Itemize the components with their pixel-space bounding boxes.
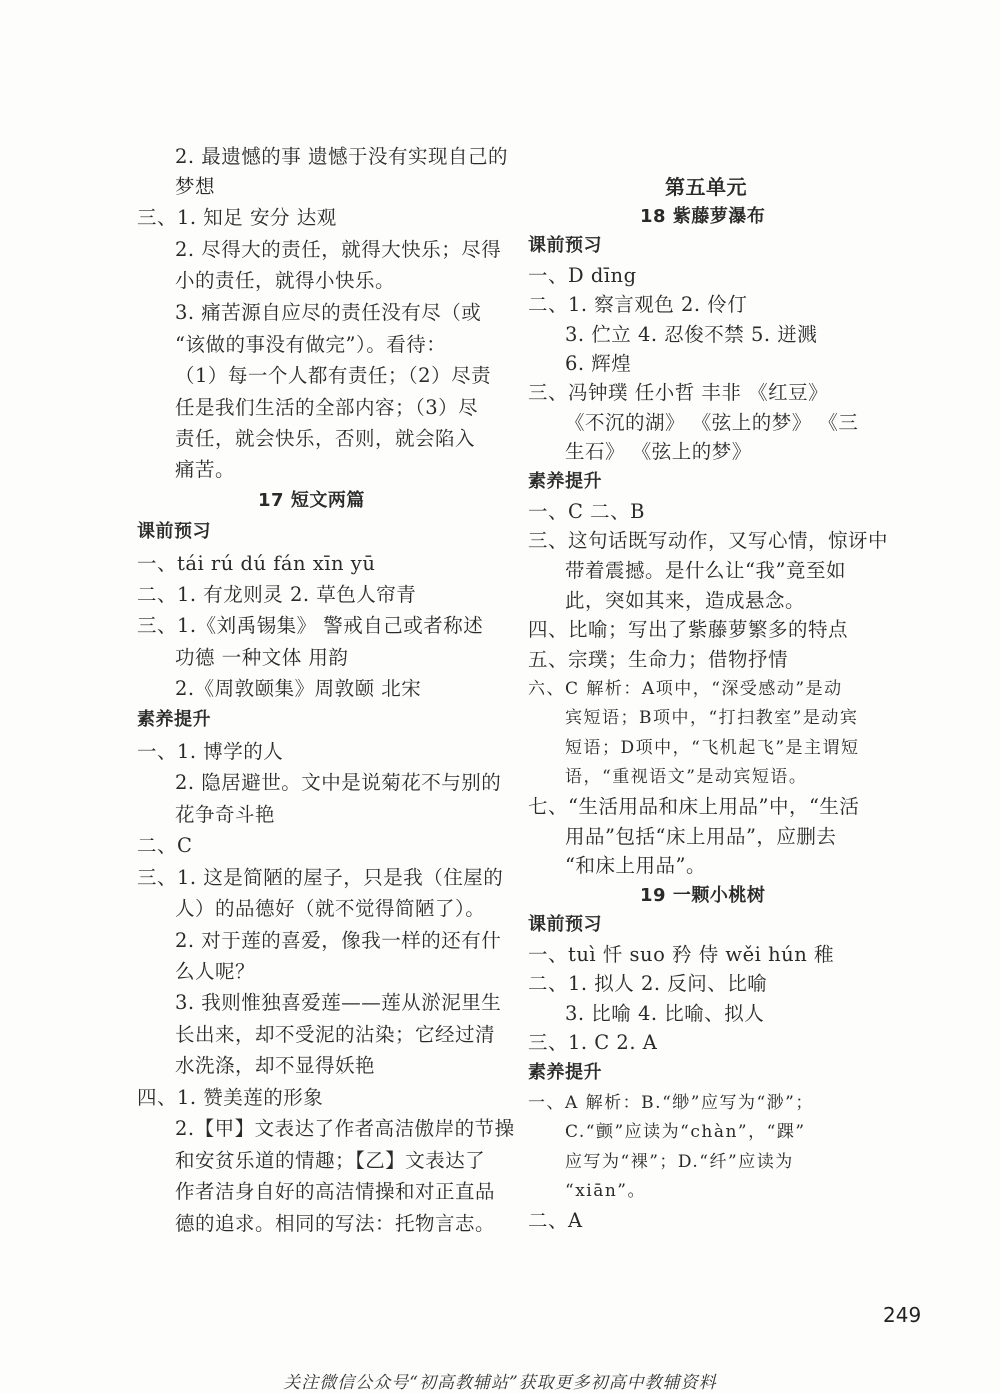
answer-line: 三、1. 这是简陋的屋子，只是我（住屋的 bbox=[137, 866, 504, 889]
answer-line: 四、比喻；写出了紫藤萝繁多的特点 bbox=[528, 618, 849, 641]
page-number: 249 bbox=[883, 1303, 922, 1327]
answer-line: （1）每一个人都有责任；（2）尽责 bbox=[175, 364, 492, 387]
answer-line: 六、C 解析：A项中，“深受感动”是动 bbox=[528, 679, 843, 699]
answer-line: 么人呢？ bbox=[175, 960, 256, 983]
section-heading: 课前预习 bbox=[528, 235, 602, 256]
answer-line: 三、冯钟璞 任小哲 丰非 《红豆》 bbox=[528, 381, 829, 404]
answer-line: 四、1. 赞美莲的形象 bbox=[137, 1086, 324, 1109]
answer-line: 三、1. 知足 安分 达观 bbox=[137, 206, 337, 229]
answer-line: 和安贫乐道的情趣；【乙】文表达了 bbox=[175, 1149, 486, 1172]
answer-line: 《不沉的湖》 《弦上的梦》 《三 bbox=[565, 411, 859, 434]
section-heading: 课前预习 bbox=[137, 521, 211, 542]
answer-line: 2. 对于莲的喜爱，像我一样的还有什 bbox=[175, 929, 502, 952]
answer-line: 2. 最遗憾的事 遗憾于没有实现自己的 bbox=[175, 145, 509, 168]
answer-line: 二、1. 拟人 2. 反问、比喻 bbox=[528, 972, 768, 995]
answer-line: 一、tuì 忏 suo 矜 侍 wěi hún 稚 bbox=[528, 943, 834, 966]
answer-line: 任是我们生活的全部内容；（3）尽 bbox=[175, 396, 479, 419]
answer-line: 3. 伫立 4. 忍俊不禁 5. 迸溅 bbox=[565, 323, 818, 346]
lesson-title: 18 紫藤萝瀑布 bbox=[640, 206, 766, 227]
answer-line: 长出来，却不受泥的沾染；它经过清 bbox=[175, 1023, 496, 1046]
answer-line: 作者洁身自好的高洁情操和对正直品 bbox=[175, 1180, 496, 1203]
answer-line: “xiān”。 bbox=[565, 1181, 646, 1201]
answer-line: 功德 一种文体 用韵 bbox=[175, 646, 349, 669]
answer-line: 德的追求。相同的写法：托物言志。 bbox=[175, 1212, 496, 1235]
answer-line: 3. 我则惟独喜爱莲——莲从淤泥里生 bbox=[175, 991, 502, 1014]
answer-line: 梦想 bbox=[175, 175, 216, 198]
answer-line: 2. 尽得大的责任，就得大快乐；尽得 bbox=[175, 238, 502, 261]
answer-line: 三、1. C 2. A bbox=[528, 1031, 658, 1054]
answer-line: 6. 辉煌 bbox=[565, 352, 632, 375]
answer-line: 用品”包括“床上用品”，应删去 bbox=[565, 825, 837, 848]
answer-line: 责任，就会快乐，否则，就会陷入 bbox=[175, 427, 476, 450]
answer-line: 2.《周敦颐集》周敦颐 北宋 bbox=[175, 677, 422, 700]
section-heading: 素养提升 bbox=[137, 709, 211, 730]
answer-line: 2.【甲】文表达了作者高洁傲岸的节操 bbox=[175, 1117, 515, 1140]
answer-line: 人）的品德好（就不觉得简陋了）。 bbox=[175, 897, 486, 920]
answer-line: 三、1.《刘禹锡集》 警戒自己或者称述 bbox=[137, 614, 484, 637]
answer-line: 3. 比喻 4. 比喻、拟人 bbox=[565, 1002, 765, 1025]
lesson-title: 17 短文两篇 bbox=[258, 490, 365, 511]
answer-line: “和床上用品”。 bbox=[565, 854, 706, 877]
answer-line: 一、A 解析：B.“缈”应写为“渺”； bbox=[528, 1093, 814, 1113]
section-heading: 课前预习 bbox=[528, 914, 602, 935]
answer-line: 应写为“裸”；D.“纤”应读为 bbox=[565, 1152, 794, 1172]
answer-line: 一、C 二、B bbox=[528, 500, 645, 523]
footer-watermark: 关注微信公众号“初高教辅站”获取更多初高中教辅资料 bbox=[283, 1373, 717, 1393]
answer-line: 痛苦。 bbox=[175, 458, 236, 481]
answer-line: 花争奇斗艳 bbox=[175, 803, 276, 826]
answer-line: 三、这句话既写动作，又写心情，惊讶中 bbox=[528, 529, 889, 552]
answer-line: 二、1. 察言观色 2. 伶仃 bbox=[528, 293, 748, 316]
answer-line: 七、“生活用品和床上用品”中，“生活 bbox=[528, 795, 860, 818]
answer-line: 二、1. 有龙则灵 2. 草色人帘青 bbox=[137, 583, 417, 606]
unit-title: 第五单元 bbox=[665, 175, 747, 199]
answer-line: 短语；D项中，“飞机起飞”是主谓短 bbox=[565, 738, 860, 758]
lesson-title: 19 一颗小桃树 bbox=[640, 885, 766, 906]
answer-line: 3. 痛苦源自应尽的责任没有尽（或 bbox=[175, 301, 482, 324]
answer-line: 水洗涤，却不显得妖艳 bbox=[175, 1054, 376, 1077]
answer-line: 小的责任，就得小快乐。 bbox=[175, 269, 396, 292]
answer-line: “该做的事没有做完”）。看待： bbox=[175, 333, 447, 356]
answer-line: 一、D dīng bbox=[528, 264, 637, 287]
answer-line: 一、tái rú dú fán xīn yū bbox=[137, 552, 376, 575]
answer-line: 生石》 《弦上的梦》 bbox=[565, 440, 752, 463]
section-heading: 素养提升 bbox=[528, 1062, 602, 1083]
answer-line: 一、1. 博学的人 bbox=[137, 740, 284, 763]
answer-line: 二、A bbox=[528, 1209, 583, 1232]
answer-line: 语，“重视语文”是动宾短语。 bbox=[565, 767, 808, 787]
answer-line: 此，突如其来，造成悬念。 bbox=[565, 589, 806, 612]
answer-line: 二、C bbox=[137, 834, 193, 857]
answer-line: 2. 隐居避世。文中是说菊花不与别的 bbox=[175, 771, 502, 794]
section-heading: 素养提升 bbox=[528, 471, 602, 492]
answer-line: 宾短语；B项中，“打扫教室”是动宾 bbox=[565, 708, 859, 728]
answer-line: C.“颤”应读为“chàn”，“踝” bbox=[565, 1122, 806, 1142]
answer-line: 带着震撼。是什么让“我”竟至如 bbox=[565, 559, 846, 582]
answer-line: 五、宗璞；生命力；借物抒情 bbox=[528, 648, 789, 671]
